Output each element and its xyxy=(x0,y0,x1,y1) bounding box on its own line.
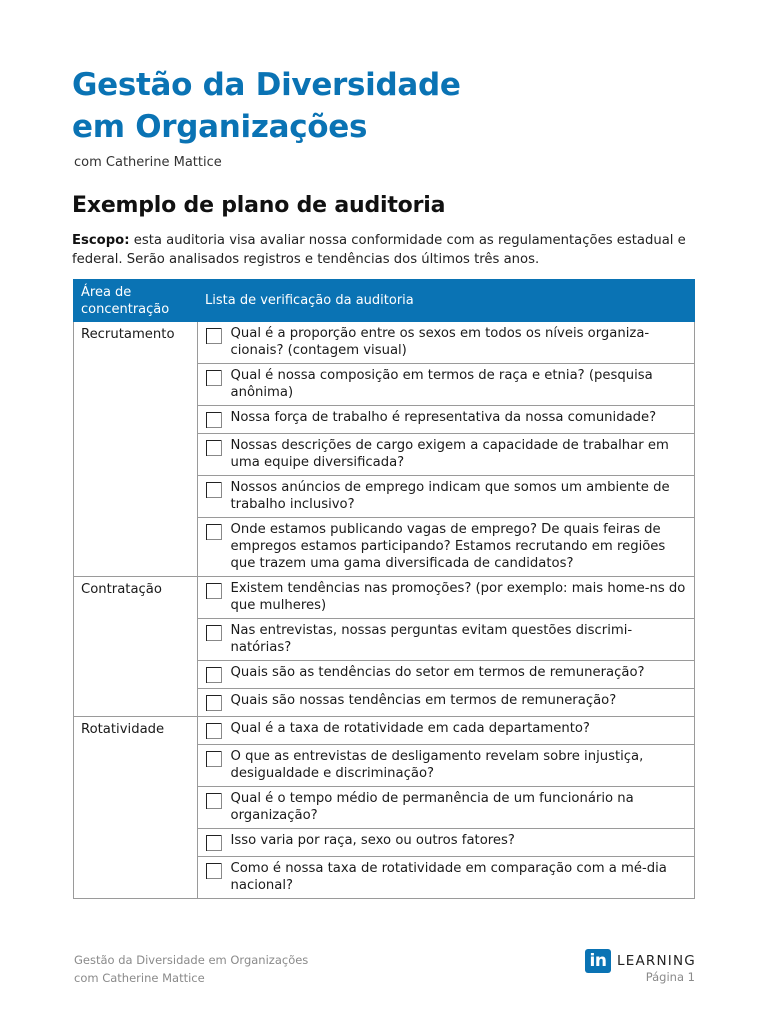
checkbox-cell xyxy=(198,745,229,787)
checklist-item: Nossos anúncios de emprego indicam que somos um ambiente de trabalho inclusivo? xyxy=(229,476,695,518)
checklist-item: Quais são nossas tendências em termos de remuneração? xyxy=(229,689,695,717)
footer-course-info xyxy=(74,951,308,987)
scope-label: Escopo: xyxy=(72,233,130,248)
checklist-item: Qual é nossa composição em termos de raça e etnia? (pesquisa anônima) xyxy=(229,364,695,406)
table-header-row xyxy=(74,280,695,322)
checkbox-cell xyxy=(198,661,229,689)
checklist-item: Qual é o tempo médio de permanência de um funcionário na organização? xyxy=(229,787,695,829)
checklist-item: Quais são as tendências do setor em termos de remuneração? xyxy=(229,661,695,689)
checkbox[interactable] xyxy=(206,695,222,711)
checklist-item: Como é nossa taxa de rotatividade em comparação com a mé-dia nacional? xyxy=(229,857,695,899)
checkbox[interactable] xyxy=(206,667,222,683)
checkbox-cell xyxy=(198,577,229,619)
author-subtitle: com Catherine Mattice xyxy=(74,155,222,170)
checklist-item: Existem tendências nas promoções? (por exemplo: mais home-ns do que mulheres) xyxy=(229,577,695,619)
title-line-2: em Organizações xyxy=(72,109,368,145)
focus-area-cell: Contratação xyxy=(74,577,198,717)
checklist-item: Qual é a proporção entre os sexos em todos os níveis organiza-cionais? (contagem visual) xyxy=(229,322,695,364)
checklist-item: Nossa força de trabalho é representativa da nossa comunidade? xyxy=(229,406,695,434)
title-line-1: Gestão da Diversidade xyxy=(72,67,461,103)
checkbox[interactable] xyxy=(206,751,222,767)
table-row xyxy=(74,717,695,745)
checkbox[interactable] xyxy=(206,863,222,879)
footer-course-title: Gestão da Diversidade em Organizações xyxy=(74,953,309,967)
checklist-item: Onde estamos publicando vagas de emprego? De quais feiras de empregos estamos participando? Estamos recrutando em regiões que trazem uma gama diversificada de candidatos? xyxy=(229,518,695,577)
checkbox-cell xyxy=(198,689,229,717)
checkbox-cell xyxy=(198,364,229,406)
checkbox-cell xyxy=(198,518,229,577)
audit-table xyxy=(73,279,695,899)
checkbox[interactable] xyxy=(206,524,222,540)
table-row xyxy=(74,577,695,619)
document-title xyxy=(72,64,692,148)
section-heading: Exemplo de plano de auditoria xyxy=(72,193,446,218)
checkbox[interactable] xyxy=(206,440,222,456)
header-area: Área de concentração xyxy=(74,280,198,322)
checkbox-cell xyxy=(198,322,229,364)
header-checklist: Lista de verificação da auditoria xyxy=(198,280,695,322)
linkedin-icon: in xyxy=(585,949,611,973)
checklist-item: O que as entrevistas de desligamento revelam sobre injustiça, desigualdade e discriminação? xyxy=(229,745,695,787)
scope-text: esta auditoria visa avaliar nossa conformidade com as regulamentações estadual e federal. Serão analisados registros e tendências dos últimos três anos. xyxy=(72,233,686,267)
checkbox-cell xyxy=(198,476,229,518)
logo-wordmark: LEARNING xyxy=(617,953,696,969)
checkbox-cell xyxy=(198,857,229,899)
checklist-item: Isso varia por raça, sexo ou outros fatores? xyxy=(229,829,695,857)
checkbox[interactable] xyxy=(206,328,222,344)
checkbox[interactable] xyxy=(206,723,222,739)
checklist-item: Nossas descrições de cargo exigem a capacidade de trabalhar em uma equipe diversificada? xyxy=(229,434,695,476)
checkbox-cell xyxy=(198,717,229,745)
focus-area-cell: Rotatividade xyxy=(74,717,198,899)
checkbox[interactable] xyxy=(206,835,222,851)
checkbox-cell xyxy=(198,406,229,434)
checkbox[interactable] xyxy=(206,625,222,641)
checkbox-cell xyxy=(198,434,229,476)
checkbox-cell xyxy=(198,787,229,829)
checkbox[interactable] xyxy=(206,793,222,809)
checkbox[interactable] xyxy=(206,482,222,498)
table-body xyxy=(74,322,695,899)
checkbox[interactable] xyxy=(206,412,222,428)
table-row xyxy=(74,322,695,364)
footer-author: com Catherine Mattice xyxy=(74,971,205,985)
checkbox[interactable] xyxy=(206,583,222,599)
checkbox-cell xyxy=(198,829,229,857)
checkbox[interactable] xyxy=(206,370,222,386)
page-number: Página 1 xyxy=(645,970,695,984)
checklist-item: Qual é a taxa de rotatividade em cada departamento? xyxy=(229,717,695,745)
checkbox-cell xyxy=(198,619,229,661)
focus-area-cell: Recrutamento xyxy=(74,322,198,577)
scope-paragraph xyxy=(72,231,702,269)
checklist-item: Nas entrevistas, nossas perguntas evitam questões discrimi-natórias? xyxy=(229,619,695,661)
